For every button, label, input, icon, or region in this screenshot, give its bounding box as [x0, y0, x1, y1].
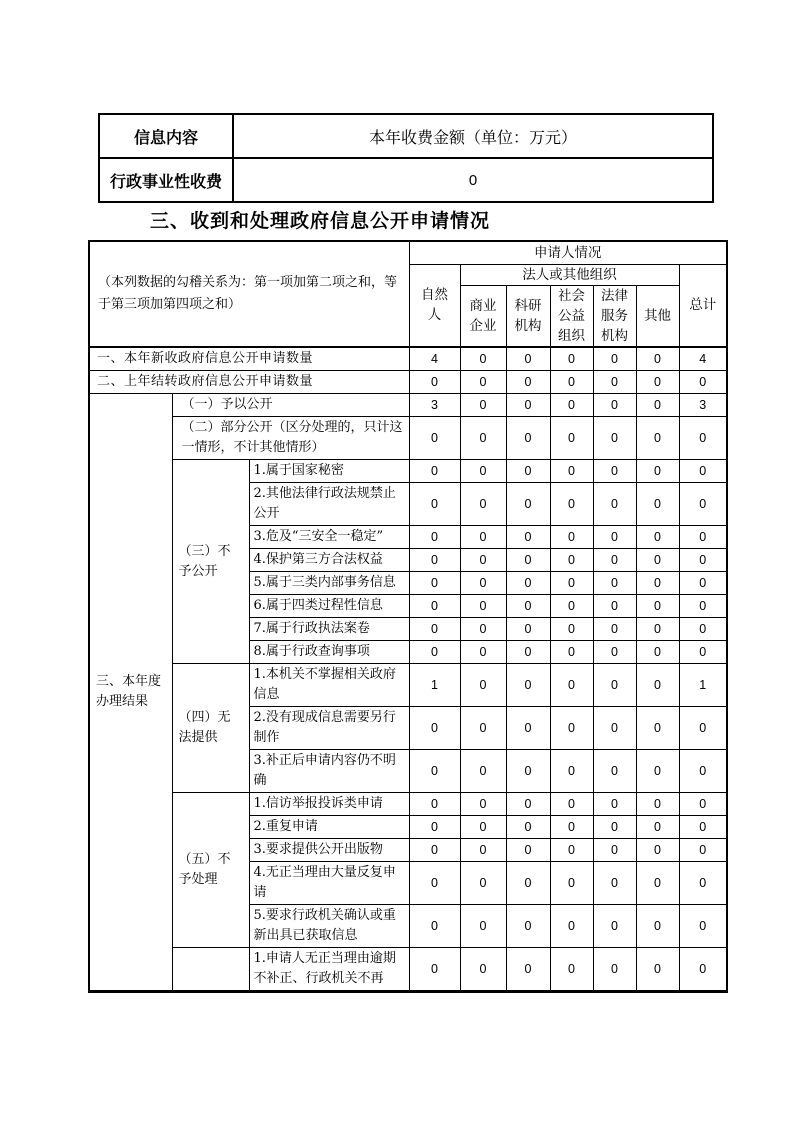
value-cell: 0: [550, 549, 593, 572]
value-cell: 0: [506, 417, 550, 460]
value-cell: 0: [460, 641, 506, 664]
row-label-cell: 2.重复申请: [249, 816, 409, 839]
value-cell: 0: [409, 549, 460, 572]
research-institution-header: 科研机构: [506, 285, 550, 347]
value-cell: 0: [409, 905, 460, 948]
applications-table-body: [89, 347, 727, 992]
value-cell: 4: [679, 347, 727, 371]
value-cell: 0: [636, 371, 679, 394]
value-cell: 0: [550, 948, 593, 992]
value-cell: 0: [506, 394, 550, 417]
value-cell: 0: [506, 347, 550, 371]
legal-service-org-header: 法律服务机构: [593, 285, 636, 347]
value-cell: 0: [636, 862, 679, 905]
value-cell: 0: [679, 618, 727, 641]
value-cell: 0: [593, 371, 636, 394]
value-cell: 0: [460, 572, 506, 595]
value-cell: 0: [506, 460, 550, 483]
value-cell: 0: [593, 905, 636, 948]
row-label-cell: 3.危及“三安全一稳定”: [249, 526, 409, 549]
row-label-cell: 5.要求行政机关确认或重新出具已获取信息: [249, 905, 409, 948]
value-cell: 0: [506, 948, 550, 992]
value-cell: 0: [550, 371, 593, 394]
value-cell: 0: [636, 347, 679, 371]
value-cell: 0: [550, 394, 593, 417]
public-welfare-org-header: 社会公益组织: [550, 285, 593, 347]
applicant-situation-header: 申请人情况: [409, 241, 727, 264]
value-cell: 0: [506, 793, 550, 816]
value-cell: 0: [550, 417, 593, 460]
value-cell: 0: [679, 905, 727, 948]
fee-row-label-cell: 行政事业性收费: [99, 158, 233, 202]
value-cell: 0: [409, 839, 460, 862]
value-cell: 0: [506, 839, 550, 862]
subgroup-label-cell: （四）无法提供: [172, 664, 249, 793]
value-cell: 0: [460, 483, 506, 526]
value-cell: 0: [409, 707, 460, 750]
value-cell: 0: [636, 948, 679, 992]
value-cell: 0: [460, 793, 506, 816]
value-cell: 0: [550, 664, 593, 707]
row-label-cell: 二、上年结转政府信息公开申请数量: [89, 371, 409, 394]
row-label-cell: 1.本机关不掌握相关政府信息: [249, 664, 409, 707]
table-row: [89, 664, 727, 707]
value-cell: 0: [409, 641, 460, 664]
value-cell: 1: [679, 664, 727, 707]
value-cell: 0: [506, 371, 550, 394]
value-cell: 0: [679, 816, 727, 839]
subgroup-label-cell: （五）不予处理: [172, 793, 249, 948]
value-cell: 0: [506, 862, 550, 905]
value-cell: 0: [409, 460, 460, 483]
applications-table: [88, 240, 728, 993]
value-cell: 0: [409, 618, 460, 641]
row-label-cell: 6.属于四类过程性信息: [249, 595, 409, 618]
value-cell: 0: [506, 816, 550, 839]
value-cell: 0: [636, 483, 679, 526]
value-cell: 0: [460, 948, 506, 992]
value-cell: 0: [550, 526, 593, 549]
value-cell: 0: [593, 707, 636, 750]
value-cell: 0: [593, 572, 636, 595]
value-cell: 0: [593, 595, 636, 618]
value-cell: 0: [550, 707, 593, 750]
value-cell: 0: [550, 816, 593, 839]
value-cell: 0: [550, 460, 593, 483]
group-label-cell: 三、本年度办理结果: [89, 394, 172, 992]
value-cell: 0: [460, 347, 506, 371]
value-cell: 0: [593, 816, 636, 839]
value-cell: 0: [593, 862, 636, 905]
value-cell: 0: [550, 641, 593, 664]
value-cell: 0: [636, 595, 679, 618]
value-cell: 0: [506, 595, 550, 618]
value-cell: 0: [409, 371, 460, 394]
value-cell: 0: [593, 417, 636, 460]
value-cell: 0: [593, 948, 636, 992]
value-cell: 0: [636, 526, 679, 549]
value-cell: 0: [506, 572, 550, 595]
value-cell: 0: [593, 618, 636, 641]
value-cell: 0: [679, 707, 727, 750]
value-cell: 0: [679, 839, 727, 862]
value-cell: 0: [636, 707, 679, 750]
value-cell: 0: [460, 526, 506, 549]
table-row: [89, 793, 727, 816]
natural-person-header: 自然人: [409, 264, 460, 347]
value-cell: 0: [550, 839, 593, 862]
value-cell: 0: [593, 839, 636, 862]
section-title: 三、收到和处理政府信息公开申请情况: [150, 210, 491, 232]
subgroup-label-cell: [172, 948, 249, 992]
value-cell: 0: [593, 641, 636, 664]
value-cell: 3: [679, 394, 727, 417]
value-cell: 0: [460, 549, 506, 572]
row-label-cell: 8.属于行政查询事项: [249, 641, 409, 664]
fee-table: [98, 113, 714, 203]
value-cell: 1: [409, 664, 460, 707]
value-cell: 0: [460, 417, 506, 460]
value-cell: 0: [460, 862, 506, 905]
row-label-cell: 3.要求提供公开出版物: [249, 839, 409, 862]
value-cell: 0: [636, 664, 679, 707]
table-row: [89, 347, 727, 371]
value-cell: 0: [679, 572, 727, 595]
fee-data-row: [99, 158, 713, 202]
value-cell: 0: [506, 618, 550, 641]
row-label-cell: 7.属于行政执法案卷: [249, 618, 409, 641]
row-label-cell: 4.无正当理由大量反复申请: [249, 862, 409, 905]
value-cell: 0: [636, 905, 679, 948]
row-label-cell: 4.保护第三方合法权益: [249, 549, 409, 572]
value-cell: 0: [409, 948, 460, 992]
value-cell: 0: [409, 816, 460, 839]
row-label-cell: 一、本年新收政府信息公开申请数量: [89, 347, 409, 371]
value-cell: 0: [636, 750, 679, 793]
table-row: [89, 371, 727, 394]
value-cell: 0: [506, 641, 550, 664]
subgroup-label-cell: （三）不予公开: [172, 460, 249, 664]
value-cell: 0: [679, 750, 727, 793]
value-cell: 0: [460, 618, 506, 641]
value-cell: 0: [460, 839, 506, 862]
value-cell: 0: [460, 816, 506, 839]
fee-header-row: [99, 114, 713, 158]
value-cell: 0: [550, 347, 593, 371]
value-cell: 0: [506, 707, 550, 750]
value-cell: 0: [679, 641, 727, 664]
value-cell: 0: [460, 394, 506, 417]
legal-org-header: 法人或其他组织: [460, 264, 679, 285]
value-cell: 0: [409, 526, 460, 549]
value-cell: 0: [593, 664, 636, 707]
table-row: [89, 948, 727, 992]
commercial-enterprise-header: 商业企业: [460, 285, 506, 347]
value-cell: 0: [506, 905, 550, 948]
value-cell: 0: [636, 839, 679, 862]
value-cell: 0: [460, 664, 506, 707]
other-org-header: 其他: [636, 285, 679, 347]
value-cell: 0: [550, 483, 593, 526]
value-cell: 0: [636, 816, 679, 839]
value-cell: 0: [550, 595, 593, 618]
value-cell: 0: [506, 549, 550, 572]
value-cell: 0: [636, 618, 679, 641]
value-cell: 0: [460, 371, 506, 394]
value-cell: 0: [409, 483, 460, 526]
value-cell: 0: [636, 641, 679, 664]
value-cell: 0: [593, 750, 636, 793]
value-cell: 0: [679, 526, 727, 549]
applications-table-header: [89, 241, 727, 347]
value-cell: 0: [679, 862, 727, 905]
row-label-cell: 2.没有现成信息需要另行制作: [249, 707, 409, 750]
value-cell: 0: [593, 394, 636, 417]
row-label-cell: 5.属于三类内部事务信息: [249, 572, 409, 595]
table-row: [89, 394, 727, 417]
value-cell: 0: [593, 793, 636, 816]
value-cell: 3: [409, 394, 460, 417]
value-cell: 0: [460, 905, 506, 948]
value-cell: 0: [409, 862, 460, 905]
value-cell: 0: [636, 417, 679, 460]
value-cell: 0: [679, 595, 727, 618]
total-header: 总计: [679, 264, 727, 347]
value-cell: 0: [679, 549, 727, 572]
value-cell: 0: [460, 460, 506, 483]
value-cell: 0: [460, 707, 506, 750]
value-cell: 0: [679, 417, 727, 460]
row-label-cell: 2.其他法律行政法规禁止公开: [249, 483, 409, 526]
value-cell: 0: [550, 793, 593, 816]
fee-row-value-cell: 0: [233, 158, 713, 202]
fee-header-value-cell: 本年收费金额（单位：万元）: [233, 114, 713, 158]
value-cell: 0: [550, 618, 593, 641]
value-cell: 0: [409, 417, 460, 460]
value-cell: 0: [636, 549, 679, 572]
value-cell: 0: [550, 750, 593, 793]
table-row: [89, 417, 727, 460]
value-cell: 0: [593, 526, 636, 549]
value-cell: 0: [409, 572, 460, 595]
value-cell: 0: [636, 394, 679, 417]
row-label-cell: 1.属于国家秘密: [249, 460, 409, 483]
value-cell: 0: [506, 664, 550, 707]
value-cell: 0: [460, 750, 506, 793]
row-label-cell: 3.补正后申请内容仍不明确: [249, 750, 409, 793]
value-cell: 0: [636, 460, 679, 483]
row-label-cell: 1.信访举报投诉类申请: [249, 793, 409, 816]
value-cell: 0: [409, 750, 460, 793]
value-cell: 0: [506, 526, 550, 549]
value-cell: 0: [409, 793, 460, 816]
value-cell: 0: [550, 905, 593, 948]
value-cell: 0: [506, 750, 550, 793]
reconciliation-note-cell: （本列数据的勾稽关系为：第一项加第二项之和，等于第三项加第四项之和）: [89, 241, 409, 347]
value-cell: 0: [636, 572, 679, 595]
value-cell: 0: [593, 460, 636, 483]
value-cell: 0: [409, 595, 460, 618]
value-cell: 0: [679, 793, 727, 816]
value-cell: 0: [593, 549, 636, 572]
value-cell: 0: [550, 572, 593, 595]
value-cell: 0: [593, 347, 636, 371]
value-cell: 0: [550, 862, 593, 905]
value-cell: 0: [506, 483, 550, 526]
value-cell: 0: [679, 460, 727, 483]
row-label-cell: （二）部分公开（区分处理的，只计这一情形，不计其他情形）: [172, 417, 409, 460]
table-row: [89, 460, 727, 483]
value-cell: 0: [636, 793, 679, 816]
value-cell: 0: [679, 483, 727, 526]
fee-header-label-cell: 信息内容: [99, 114, 233, 158]
value-cell: 0: [679, 371, 727, 394]
value-cell: 0: [593, 483, 636, 526]
value-cell: 0: [679, 948, 727, 992]
row-label-cell: （一）予以公开: [172, 394, 409, 417]
row-label-cell: 1.申请人无正当理由逾期不补正、行政机关不再: [249, 948, 409, 992]
value-cell: 4: [409, 347, 460, 371]
value-cell: 0: [460, 595, 506, 618]
